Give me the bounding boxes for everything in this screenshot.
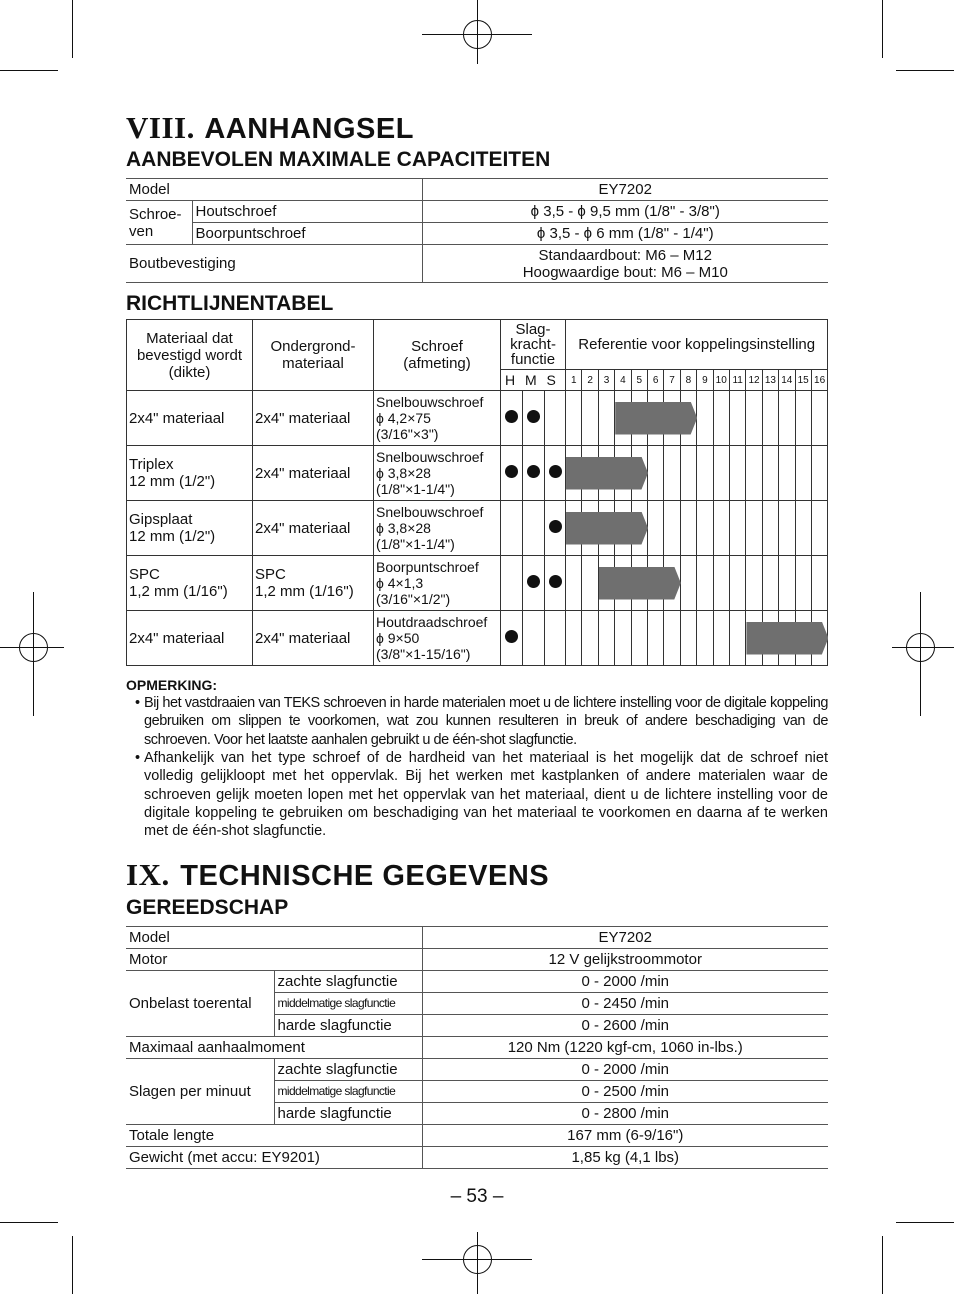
guideline-table bbox=[126, 319, 828, 666]
impact-m-cell bbox=[523, 391, 545, 446]
clutch-grid-cell bbox=[812, 501, 827, 555]
guideline-heading: RICHTLIJNENTABEL bbox=[126, 292, 334, 315]
technical-roman: IX. bbox=[126, 857, 170, 892]
length-label: Totale lengte bbox=[126, 1125, 422, 1147]
row-screw-size: ϕ 3,8×28 bbox=[376, 465, 431, 481]
soft-label: zachte slagfunctie bbox=[274, 971, 422, 993]
impact-h-cell bbox=[501, 611, 523, 666]
row-material: 2x4" materiaal bbox=[127, 611, 253, 666]
spec-model-label: Model bbox=[126, 927, 422, 949]
clutch-grid-cell bbox=[714, 611, 730, 665]
weight-label: Gewicht (met accu: EY9201) bbox=[126, 1147, 422, 1169]
impact-s-cell bbox=[545, 556, 566, 611]
clutch-number: 2 bbox=[582, 370, 598, 391]
clutch-range-cell bbox=[566, 446, 828, 501]
impact-s-cell bbox=[545, 391, 566, 446]
clutch-grid-cell bbox=[796, 446, 812, 500]
impact-h-cell bbox=[501, 556, 523, 611]
drill-screw-label: Boorpuntschroef bbox=[192, 223, 422, 245]
row-base: 2x4" materiaal bbox=[253, 391, 374, 446]
clutch-range-bar bbox=[615, 402, 697, 435]
clutch-grid-cell bbox=[681, 501, 697, 555]
blows-hard: 0 - 2800 /min bbox=[422, 1103, 828, 1125]
row-material: 2x4" materiaal bbox=[127, 391, 253, 446]
clutch-range-cell bbox=[566, 391, 828, 446]
guideline-row bbox=[127, 556, 828, 611]
impact-dot-icon bbox=[549, 575, 562, 588]
bolt-values bbox=[422, 245, 828, 283]
clutch-grid-cell bbox=[714, 391, 730, 445]
clutch-number: 11 bbox=[729, 370, 745, 391]
row-screw-size: ϕ 4,2×75 bbox=[376, 410, 431, 426]
clutch-grid-cell bbox=[779, 391, 795, 445]
row-screw-type: Snelbouwschroef bbox=[376, 394, 484, 410]
row-base: SPC 1,2 mm (1/16") bbox=[253, 556, 374, 611]
torque-value: 120 Nm (1220 kgf-cm, 1060 in-lbs.) bbox=[422, 1037, 828, 1059]
clutch-grid-cell bbox=[599, 391, 615, 445]
clutch-number: 7 bbox=[664, 370, 680, 391]
clutch-grid-cell bbox=[566, 611, 582, 665]
impact-dot-icon bbox=[505, 410, 518, 423]
page-number: – 53 – bbox=[450, 1186, 504, 1207]
clutch-grid-cell bbox=[796, 556, 812, 610]
impact-dot-icon bbox=[549, 520, 562, 533]
blows-soft: 0 - 2000 /min bbox=[422, 1059, 828, 1081]
clutch-grid-cell bbox=[730, 501, 746, 555]
impact-dot-icon bbox=[505, 630, 518, 643]
row-screw-inch: (1/8"×1-1/4") bbox=[376, 481, 455, 497]
guideline-row bbox=[127, 611, 828, 666]
technical-title-text: TECHNISCHE GEGEVENS bbox=[180, 860, 550, 892]
row-screw-inch: (3/16"×1/2") bbox=[376, 591, 451, 607]
clutch-grid-cell bbox=[746, 501, 762, 555]
clutch-grid-cell bbox=[763, 446, 779, 500]
row-screw bbox=[374, 611, 501, 666]
clutch-grid-cell bbox=[697, 556, 713, 610]
torque-label: Maximaal aanhaalmoment bbox=[126, 1037, 422, 1059]
row-screw bbox=[374, 391, 501, 446]
guideline-row bbox=[127, 391, 828, 446]
clutch-number: 14 bbox=[779, 370, 795, 391]
impact-m-cell bbox=[523, 501, 545, 556]
clutch-grid-cell bbox=[796, 391, 812, 445]
impact-dot-icon bbox=[527, 410, 540, 423]
row-screw-size: ϕ 4×1,3 bbox=[376, 575, 424, 591]
row-material: Gipsplaat 12 mm (1/2") bbox=[127, 501, 253, 556]
impact-s-cell bbox=[545, 611, 566, 666]
clutch-grid-cell bbox=[714, 501, 730, 555]
row-screw-inch: (3/8"×1-15/16") bbox=[376, 646, 471, 662]
clutch-grid-cell bbox=[664, 611, 680, 665]
clutch-range-cell bbox=[566, 556, 828, 611]
row-screw bbox=[374, 556, 501, 611]
hard-label: harde slagfunctie bbox=[274, 1015, 422, 1037]
clutch-grid-cell bbox=[681, 446, 697, 500]
col-impact: Slag-kracht-functie bbox=[501, 320, 566, 370]
clutch-grid-cell bbox=[763, 556, 779, 610]
row-material: SPC 1,2 mm (1/16") bbox=[127, 556, 253, 611]
col-reference: Referentie voor koppelingsinstelling bbox=[566, 320, 828, 370]
note-1-text: Bij het vastdraaien van TEKS schroeven in harde materialen moet u de lichtere instelling voor de digitale koppeling gebruiken om slippen te voorkomen, wat zou kunnen resulteren in breuk of andere beschadiging van de schroeven. Voor het laatste aanhalen gebruikt u de één-shot slagfunctie. bbox=[144, 695, 828, 748]
clutch-number: 9 bbox=[697, 370, 713, 391]
bolt-standard: Standaardbout: M6 – M12 bbox=[538, 246, 712, 264]
clutch-grid-cell bbox=[812, 556, 827, 610]
clutch-grid-cell bbox=[697, 501, 713, 555]
impact-m-cell bbox=[523, 446, 545, 501]
clutch-grid-cell bbox=[812, 391, 827, 445]
row-screw-size: ϕ 3,8×28 bbox=[376, 520, 431, 536]
noload-medium: 0 - 2450 /min bbox=[422, 993, 828, 1015]
clutch-grid-cell bbox=[599, 611, 615, 665]
hms-label: H M S bbox=[501, 370, 566, 391]
clutch-grid-cell bbox=[779, 446, 795, 500]
wood-screw-value: ϕ 3,5 - ϕ 9,5 mm (1/8" - 3/8") bbox=[422, 201, 828, 223]
clutch-grid-cell bbox=[746, 556, 762, 610]
clutch-grid-cell bbox=[664, 446, 680, 500]
clutch-grid-cell bbox=[632, 611, 648, 665]
clutch-grid-cell bbox=[746, 391, 762, 445]
clutch-number: 15 bbox=[795, 370, 811, 391]
clutch-grid-cell bbox=[779, 556, 795, 610]
row-base: 2x4" materiaal bbox=[253, 501, 374, 556]
bolt-label: Boutbevestiging bbox=[126, 245, 422, 283]
noload-label: Onbelast toerental bbox=[126, 971, 274, 1037]
clutch-grid-cell bbox=[812, 446, 827, 500]
clutch-grid-cell bbox=[648, 611, 664, 665]
col-material: Materiaal dat bevestigd wordt (dikte) bbox=[127, 320, 253, 391]
length-value: 167 mm (6-9/16") bbox=[422, 1125, 828, 1147]
clutch-grid-cell bbox=[730, 391, 746, 445]
col-base: Ondergrond-materiaal bbox=[253, 320, 374, 391]
clutch-grid-cell bbox=[730, 446, 746, 500]
impact-dot-icon bbox=[549, 465, 562, 478]
technical-title bbox=[126, 857, 549, 893]
clutch-grid-cell bbox=[681, 611, 697, 665]
soft-label: zachte slagfunctie bbox=[274, 1059, 422, 1081]
guideline-row bbox=[127, 446, 828, 501]
impact-dot-icon bbox=[527, 465, 540, 478]
row-screw-type: Houtdraadschroef bbox=[376, 614, 488, 630]
clutch-grid-cell bbox=[714, 446, 730, 500]
note-1 bbox=[135, 694, 828, 749]
clutch-grid-cell bbox=[582, 391, 598, 445]
medium-label: middelmatige slagfunctie bbox=[274, 993, 422, 1015]
clutch-range-cell bbox=[566, 501, 828, 556]
clutch-grid-cell bbox=[763, 391, 779, 445]
impact-s-cell bbox=[545, 446, 566, 501]
clutch-number: 13 bbox=[762, 370, 778, 391]
spec-table bbox=[126, 926, 828, 1169]
clutch-range-cell bbox=[566, 611, 828, 666]
clutch-grid-cell bbox=[730, 611, 746, 665]
hard-label: harde slagfunctie bbox=[274, 1103, 422, 1125]
bullet-icon: • bbox=[135, 695, 141, 711]
clutch-grid-cell bbox=[697, 611, 713, 665]
clutch-grid-cell bbox=[566, 391, 582, 445]
clutch-grid-cell bbox=[779, 501, 795, 555]
row-material: Triplex 12 mm (1/2") bbox=[127, 446, 253, 501]
clutch-range-bar bbox=[566, 457, 648, 490]
clutch-number: 6 bbox=[647, 370, 663, 391]
appendix-title bbox=[126, 110, 414, 146]
col-screw: Schroef (afmeting) bbox=[374, 320, 501, 391]
row-screw bbox=[374, 446, 501, 501]
motor-value: 12 V gelijkstroommotor bbox=[422, 949, 828, 971]
clutch-grid-cell bbox=[697, 391, 713, 445]
row-screw-type: Snelbouwschroef bbox=[376, 449, 484, 465]
impact-h-cell bbox=[501, 391, 523, 446]
row-screw bbox=[374, 501, 501, 556]
screws-label: Schroe- ven bbox=[126, 201, 192, 245]
clutch-number: 1 bbox=[566, 370, 582, 391]
bolt-highgrade: Hoogwaardige bout: M6 – M10 bbox=[522, 263, 728, 281]
impact-s-cell bbox=[545, 501, 566, 556]
clutch-number: 5 bbox=[631, 370, 647, 391]
clutch-number: 12 bbox=[746, 370, 762, 391]
clutch-grid-cell bbox=[664, 501, 680, 555]
capacity-heading: AANBEVOLEN MAXIMALE CAPACITEITEN bbox=[126, 148, 551, 171]
appendix-title-text: AANHANGSEL bbox=[204, 113, 414, 145]
spec-model-value: EY7202 bbox=[422, 927, 828, 949]
motor-label: Motor bbox=[126, 949, 422, 971]
clutch-grid-cell bbox=[763, 501, 779, 555]
bullet-icon: • bbox=[135, 750, 141, 766]
clutch-grid-cell bbox=[582, 611, 598, 665]
clutch-range-bar bbox=[566, 512, 648, 545]
clutch-number: 10 bbox=[713, 370, 729, 391]
clutch-grid-cell bbox=[648, 501, 664, 555]
row-screw-type: Boorpuntschroef bbox=[376, 559, 479, 575]
clutch-grid-cell bbox=[746, 446, 762, 500]
row-screw-inch: (3/16"×3") bbox=[376, 426, 439, 442]
note-2 bbox=[135, 749, 828, 840]
clutch-grid-cell bbox=[566, 556, 582, 610]
clutch-number: 8 bbox=[680, 370, 696, 391]
medium-label: middelmatige slagfunctie bbox=[274, 1081, 422, 1103]
clutch-grid-cell bbox=[582, 556, 598, 610]
impact-m-cell bbox=[523, 556, 545, 611]
weight-value: 1,85 kg (4,1 lbs) bbox=[422, 1147, 828, 1169]
row-base: 2x4" materiaal bbox=[253, 611, 374, 666]
row-screw-inch: (1/8"×1-1/4") bbox=[376, 536, 455, 552]
impact-m-cell bbox=[523, 611, 545, 666]
noload-soft: 0 - 2000 /min bbox=[422, 971, 828, 993]
clutch-range-bar bbox=[746, 622, 828, 655]
clutch-grid-cell bbox=[615, 611, 631, 665]
noload-hard: 0 - 2600 /min bbox=[422, 1015, 828, 1037]
clutch-grid-cell bbox=[648, 446, 664, 500]
clutch-number: 16 bbox=[811, 370, 827, 391]
drill-screw-value: ϕ 3,5 - ϕ 6 mm (1/8" - 1/4") bbox=[422, 223, 828, 245]
model-value: EY7202 bbox=[422, 179, 828, 201]
impact-h-cell bbox=[501, 446, 523, 501]
model-label: Model bbox=[126, 179, 422, 201]
guideline-row bbox=[127, 501, 828, 556]
blows-label: Slagen per minuut bbox=[126, 1059, 274, 1125]
clutch-number: 3 bbox=[598, 370, 614, 391]
impact-dot-icon bbox=[505, 465, 518, 478]
clutch-grid-cell bbox=[796, 501, 812, 555]
note-heading: OPMERKING: bbox=[126, 677, 217, 693]
row-screw-type: Snelbouwschroef bbox=[376, 504, 484, 520]
clutch-grid-cell bbox=[681, 556, 697, 610]
note-2-text: Afhankelijk van het type schroef of de hardheid van het materiaal is het mogelijk dat de schroef niet volledig gelijkloopt met het oppervlak. Bij het werken met kastplanken of andere materialen waar de schroeven gelijk moeten lopen met het oppervlak van het materiaal, dient u de lichtere instelling voor de digitale koppeling te gebruiken om beschadiging van het materiaal te voorkomen en daarna af te werken met de één-shot slagfunctie. bbox=[144, 750, 828, 840]
row-screw-size: ϕ 9×50 bbox=[376, 630, 420, 646]
clutch-grid-cell bbox=[697, 446, 713, 500]
tool-heading: GEREEDSCHAP bbox=[126, 896, 289, 919]
clutch-grid-cell bbox=[730, 556, 746, 610]
appendix-roman: VIII. bbox=[126, 110, 195, 145]
blows-medium: 0 - 2500 /min bbox=[422, 1081, 828, 1103]
wood-screw-label: Houtschroef bbox=[192, 201, 422, 223]
row-base: 2x4" materiaal bbox=[253, 446, 374, 501]
clutch-grid-cell bbox=[714, 556, 730, 610]
clutch-range-bar bbox=[599, 567, 681, 600]
clutch-number: 4 bbox=[615, 370, 631, 391]
capacity-table bbox=[126, 178, 828, 283]
impact-h-cell bbox=[501, 501, 523, 556]
impact-dot-icon bbox=[527, 575, 540, 588]
